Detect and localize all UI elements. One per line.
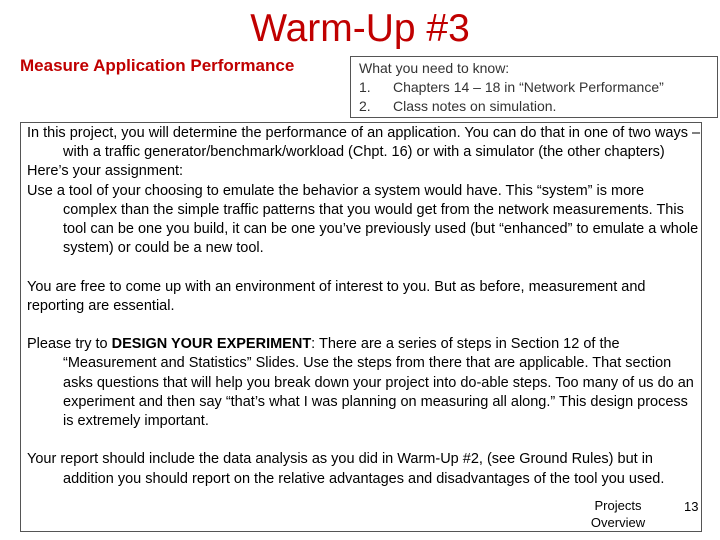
assignment-text-box <box>20 122 702 532</box>
need-to-know-heading: What you need to know: <box>359 60 510 76</box>
report-paragraph: Your report should include the data analysis as you did in Warm-Up #2, (see Ground Rules) but in addition you should report on the relative advantages and disadvantages of the tool you used. <box>27 451 665 487</box>
assignment-heading: Here’s your assignment: <box>27 163 184 180</box>
item-text: Chapters 14 – 18 in “Network Performance” <box>393 79 664 95</box>
intro-paragraph: In this project, you will determine the performance of an application. You can do that in one of two ways – with a traffic generator/benchmark/workload (Chpt. 16) or with a simulator (the other chapters) <box>27 125 701 161</box>
slide-number: 13 <box>684 499 699 514</box>
environment-paragraph: You are free to come up with an environment of interest to you. But as before, measurement and reporting are essential. <box>27 278 646 314</box>
item-text: Class notes on simulation. <box>393 98 557 114</box>
design-paragraph <box>27 335 701 431</box>
design-emphasis: DESIGN YOUR EXPERIMENT <box>111 336 312 353</box>
slide-title: Warm-Up #3 <box>250 7 470 50</box>
assignment-paragraph: Use a tool of your choosing to emulate the behavior a system would have. This “system” is more complex than the simple traffic patterns that you would get from the network measurements. This tool can be one you build, it can be one you’ve previously used (but “enhanced” to emulate a whole system) or could be a new tool. <box>27 182 699 257</box>
design-prefix: Please try to <box>27 336 112 353</box>
need-to-know-box <box>350 56 718 118</box>
item-number: 1. <box>359 79 371 95</box>
design-rest: : There are a series of steps in Section 12 of the “Measurement and Statistics” Slides. Use the steps from there that are applicable. That section asks questions that will help you break down your project into do-able steps. Too many of us do an experiment and then say “that’s what I was planning on measuring all along.” This design process is extremely important. <box>63 336 694 430</box>
slide-section-label: Projects Overview <box>590 498 646 530</box>
item-number: 2. <box>359 98 371 114</box>
need-to-know-item <box>359 78 709 97</box>
slide-subtitle: Measure Application Performance <box>20 56 295 75</box>
need-to-know-item <box>359 97 709 116</box>
